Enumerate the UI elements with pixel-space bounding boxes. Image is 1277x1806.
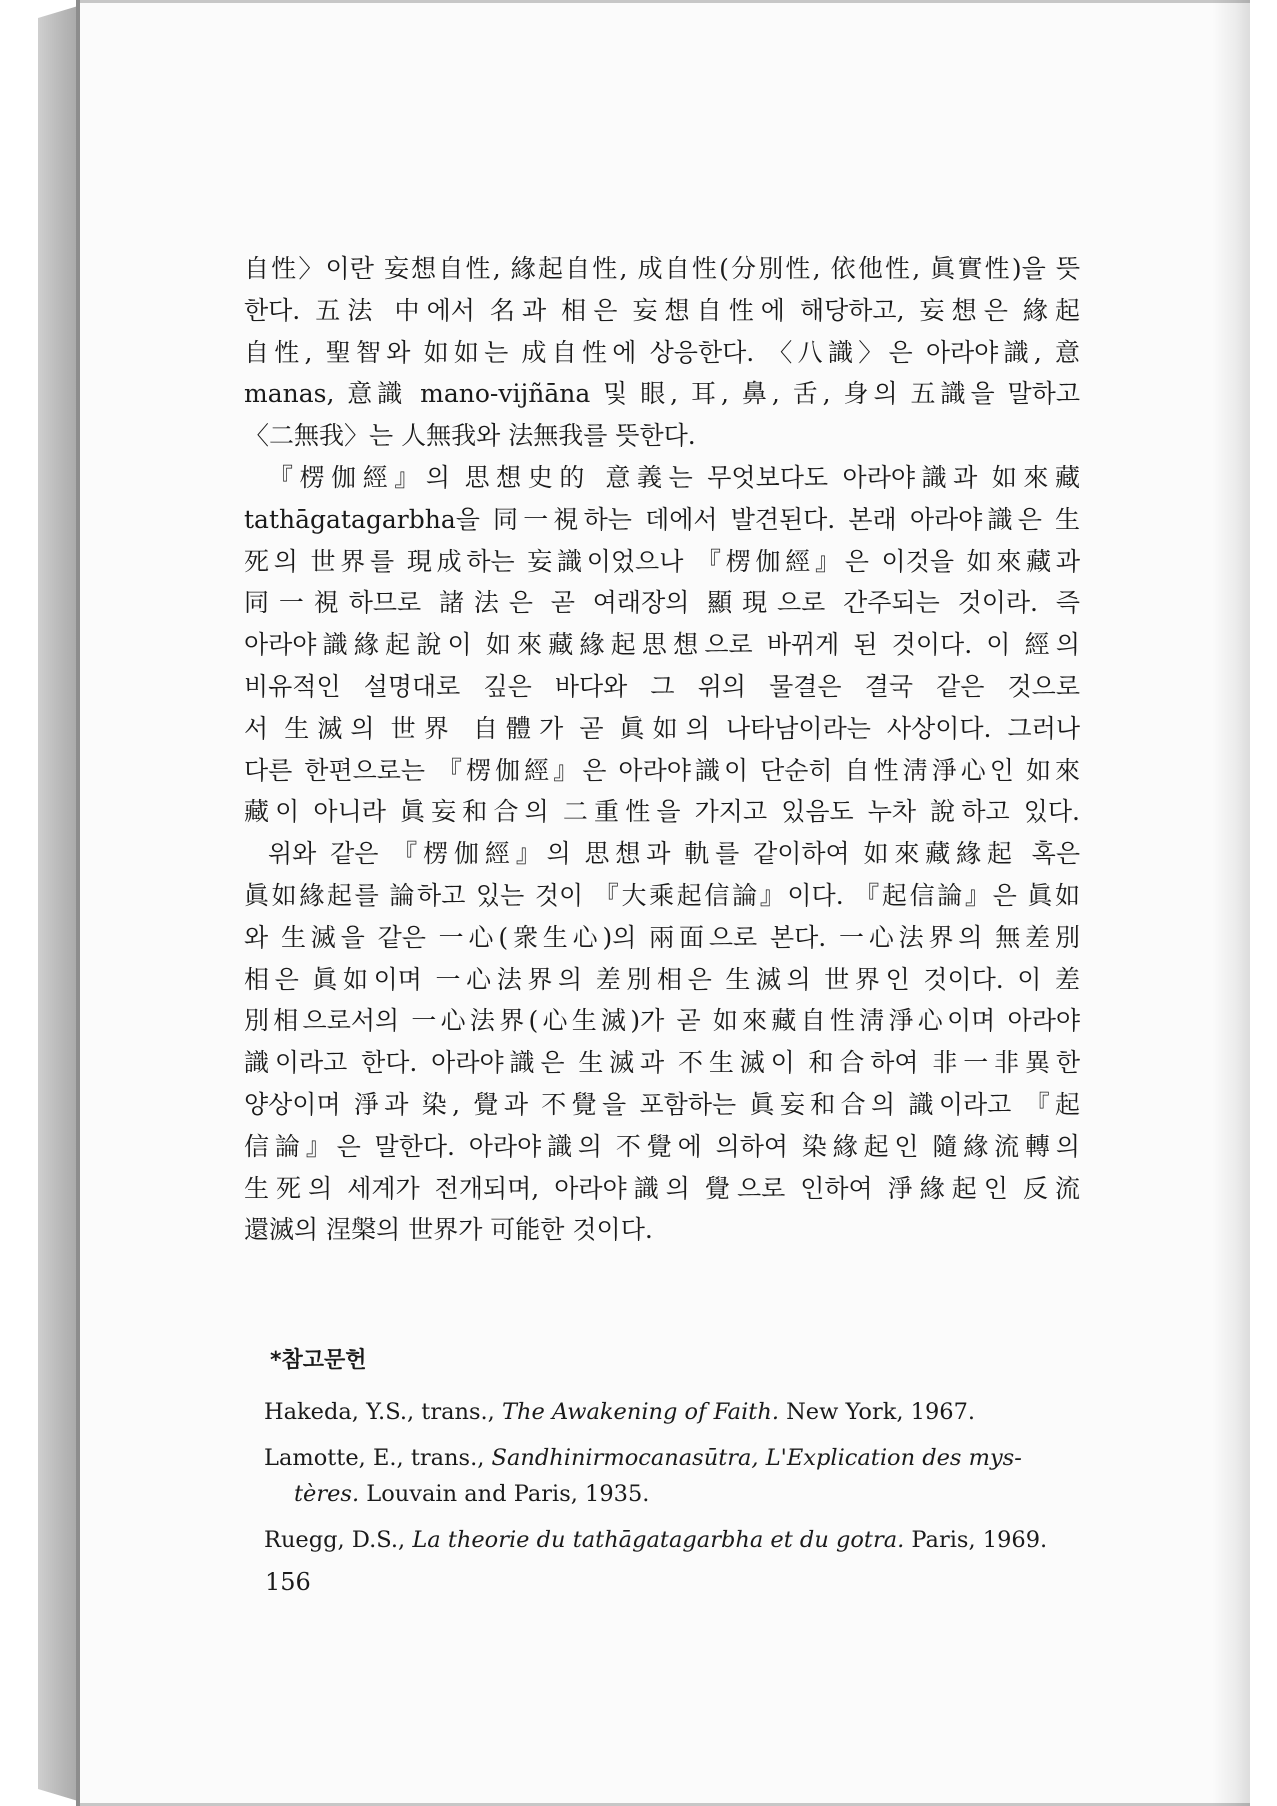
paragraph [244,457,1080,833]
text-line: 同一視하므로 諸法은 곧 여래장의 顯現으로 간주되는 것이라. 즉 [244,588,1080,618]
text-line: 識이라고 한다. 아라야識은 生滅과 不生滅이 和合하여 非一非異한 [244,1048,1080,1078]
reference-publication: Paris, 1969. [904,1527,1048,1553]
book-spine [38,6,78,1801]
reference-author: Ruegg, D.S., [264,1527,413,1553]
reference-entry [264,1522,1084,1558]
reference-entry [264,1440,1084,1512]
paragraph [244,248,1080,457]
paragraph [244,833,1080,1251]
reference-title: Sandhinirmocanasūtra, L'Explication des mys- [491,1445,1022,1471]
text-line: 生死의 세계가 전개되며, 아라야識의 覺으로 인하여 淨緣起인 反流 [244,1173,1080,1203]
text-line: 自性, 聖智와 如如는 成自性에 상응한다. 〈八識〉은 아라야識, 意 [244,337,1080,367]
text-line: 아라야識緣起說이 如來藏緣起思想으로 바뀌게 된 것이다. 이 經의 [244,630,1080,660]
text-line: 한다. 五法 中에서 名과 相은 妄想自性에 해당하고, 妄想은 緣起 [244,295,1080,325]
reference-author: Hakeda, Y.S., trans., [264,1399,502,1425]
text-line: 비유적인 설명대로 깊은 바다와 그 위의 물결은 결국 같은 것으로 [244,671,1080,701]
page-number: 156 [265,1568,311,1596]
body-text [244,248,1080,1251]
text-line: 〈二無我〉는 人無我와 法無我를 뜻한다. [244,421,696,451]
text-line: 『楞伽經』의 思想史的 意義는 무엇보다도 아라야識과 如來藏 [268,462,1080,492]
text-line: 眞如緣起를 論하고 있는 것이 『大乘起信論』이다. 『起信論』은 眞如 [244,880,1080,910]
page-right-shadow [1212,0,1250,1806]
references-heading: *참고문헌 [270,1348,367,1373]
text-line: manas, 意識 mano-vijñāna 및 眼, 耳, 鼻, 舌, 身의 五識을 말하고 [244,379,1080,409]
text-line: 死의 世界를 現成하는 妄識이었으나 『楞伽經』은 이것을 如來藏과 [244,546,1080,576]
text-line: 위와 같은 『楞伽經』의 思想과 軌를 같이하여 如來藏緣起 혹은 [268,839,1080,869]
reference-entry [264,1394,1084,1430]
page-top-edge [80,0,1250,3]
reference-title: La theorie du tathāgatagarbha et du gotra. [412,1527,905,1553]
text-line: 還滅의 涅槃의 世界가 可能한 것이다. [244,1215,653,1245]
text-line: tathāgatagarbha을 同一視하는 데에서 발견된다. 본래 아라야識은 生 [244,504,1080,534]
text-line: 서 生滅의 世界 自體가 곧 眞如의 나타남이라는 사상이다. 그러나 [244,713,1080,743]
reference-title-continued: tères. [294,1481,360,1507]
text-line: 藏이 아니라 眞妄和合의 二重性을 가지고 있음도 누차 說하고 있다. [244,797,1080,827]
reference-continuation [264,1476,1084,1512]
reference-title: The Awakening of Faith. [502,1399,779,1425]
text-line: 相은 眞如이며 一心法界의 差別相은 生滅의 世界인 것이다. 이 差 [244,964,1080,994]
text-line: 와 生滅을 같은 一心(衆生心)의 兩面으로 본다. 一心法界의 無差別 [244,922,1080,952]
reference-publication: New York, 1967. [778,1399,976,1425]
text-line: 다른 한편으로는 『楞伽經』은 아라야識이 단순히 自性淸淨心인 如來 [244,755,1080,785]
text-line: 양상이며 淨과 染, 覺과 不覺을 포함하는 眞妄和合의 識이라고 『起 [244,1089,1080,1119]
text-line: 別相으로서의 一心法界(心生滅)가 곧 如來藏自性淸淨心이며 아라야 [244,1006,1080,1036]
text-line: 自性〉이란 妄想自性, 緣起自性, 成自性(分別性, 依他性, 眞實性)을 뜻 [244,254,1080,283]
references-section [264,1346,1084,1568]
reference-publication: Louvain and Paris, 1935. [359,1481,650,1507]
reference-author: Lamotte, E., trans., [264,1445,492,1471]
text-line: 信論』은 말한다. 아라야識의 不覺에 의하여 染緣起인 隨緣流轉의 [244,1131,1080,1161]
